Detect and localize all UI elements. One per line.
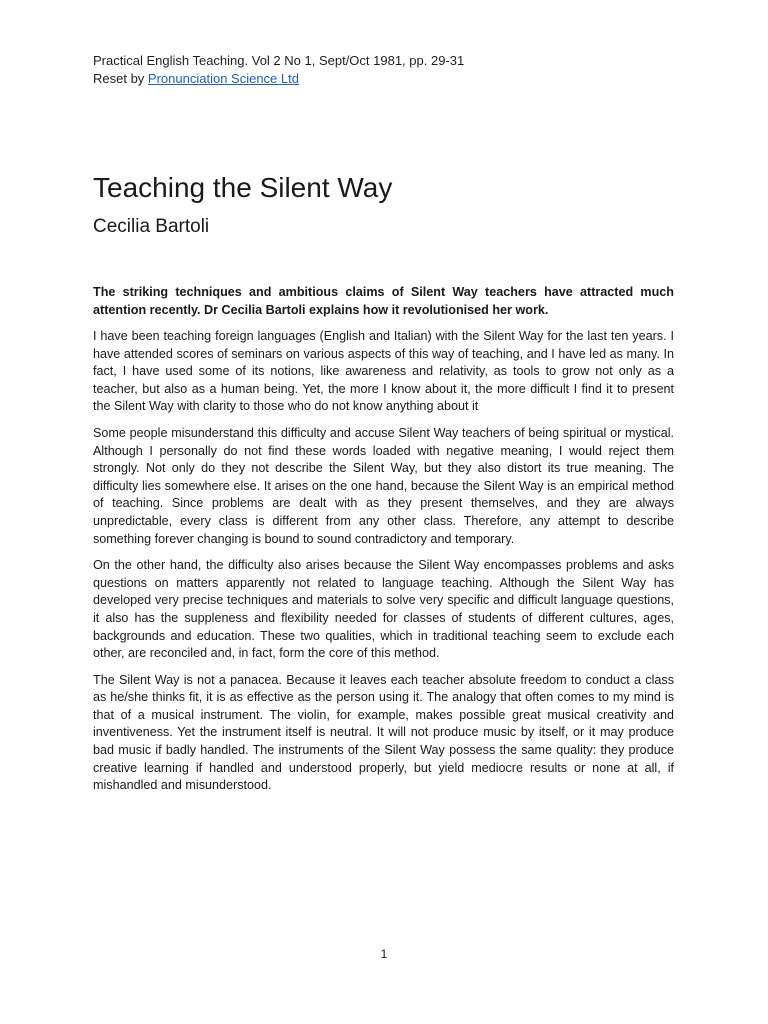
pronunciation-science-link[interactable]: Pronunciation Science Ltd [147,71,299,86]
document-page [93,52,674,795]
article-author: Cecilia Bartoli [93,216,210,237]
paragraph-4: The Silent Way is not a panacea. Because it leaves each teacher absolute freedom to conduct a class as he/she thinks fit, it is as effective as the person using it. The analogy that often comes to my mind is that of a musical instrument. The violin, for example, makes possible great musical creativity and inventiveness. Yet the instrument itself is neutral. It will not produce music by itself, or it may produce bad music if badly handled. The instruments of the Silent Way possess the same quality: they produce creative learning if handled and understood properly, but yield mediocre results or none at all, if mishandled and misunderstood. [93,672,674,793]
article-abstract: The striking techniques and ambitious claims of Silent Way teachers have attracted much attention recently. Dr Cecilia Bartoli explains how it revolutionised her work. [93,285,674,317]
paragraph-2: Some people misunderstand this difficulty and accuse Silent Way teachers of being spiritual or mystical. Although I personally do not find these words loaded with negative meaning, I would reject them strongly. Not only do they not describe the Silent Way, but they also distort its true meaning. The difficulty lies somewhere else. It arises on the one hand, because the Silent Way is an empirical method of teaching. Since problems are dealt with as they present themselves, and they are always unpredictable, every class is different from any other class. Therefore, any attempt to describe something forever changing is bound to sound contradictory and temporary. [93,425,674,546]
paragraph-1: I have been teaching foreign languages (English and Italian) with the Silent Way for the last ten years. I have attended scores of seminars on various aspects of this way of teaching, and I have led as many. In fact, I have used some of its notions, like awareness and relativity, as tools to grow not only as a teacher, but also as a human being. Yet, the more I know about it, the more difficult I find it to present the Silent Way with clarity to those who do not know anything about it [93,329,674,414]
page-number: 1 [380,947,388,961]
reset-prefix: Reset by [93,71,148,86]
reset-line [93,70,674,88]
article-title: Teaching the Silent Way [93,172,393,203]
citation-line: Practical English Teaching. Vol 2 No 1, Sept/Oct 1981, pp. 29-31 [93,53,465,68]
paragraph-3: On the other hand, the difficulty also arises because the Silent Way encompasses problems and asks questions on matters apparently not related to language teaching. Although the Silent Way has developed very precise techniques and materials to solve very specific and difficult language questions, it also has the suppleness and flexibility needed for classes of students of different cultures, ages, backgrounds and education. These two qualities, which in traditional teaching seem to exclude each other, are reconciled and, in fact, form the core of this method. [93,558,674,661]
